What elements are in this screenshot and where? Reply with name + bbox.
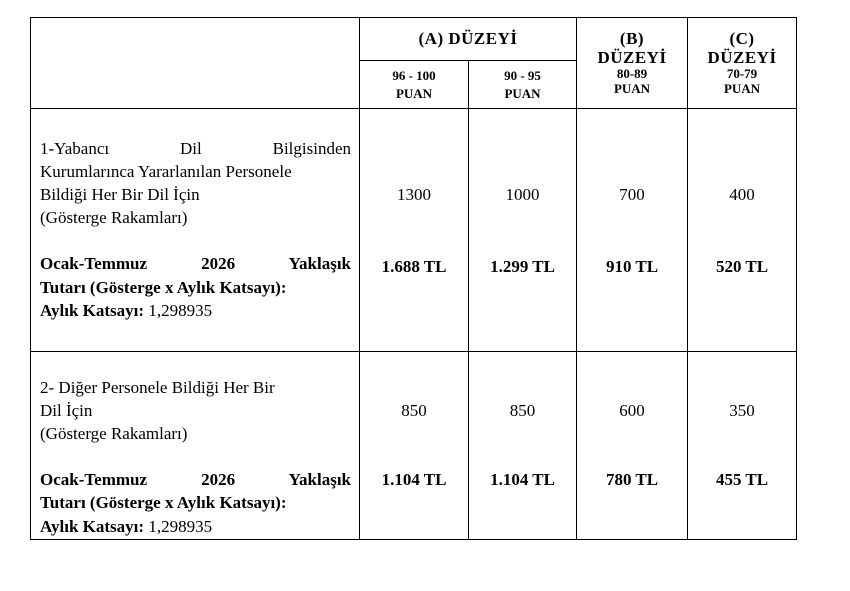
value-cell: [469, 109, 577, 352]
level-c-header: [688, 18, 797, 109]
level-c-range: 70-79: [726, 66, 758, 82]
level-a-sub1-header: [360, 61, 469, 109]
level-b-header: [577, 18, 688, 109]
value-cell: [688, 109, 797, 352]
coefficient-line: [40, 515, 351, 538]
indicator-value: 850: [509, 401, 536, 420]
coefficient-line: [40, 299, 351, 322]
value-cell: [577, 352, 688, 540]
value-cell: [360, 352, 469, 540]
value-cell: [577, 109, 688, 352]
amount-value: 780 TL: [605, 470, 659, 489]
row-description: [31, 109, 360, 352]
desc-line: Dil İçin: [40, 401, 93, 421]
indicator-value: 350: [729, 401, 755, 420]
desc-line: 2- Diğer Personele Bildiği Her Bir: [40, 378, 275, 397]
amount-label-line: Ocak-Temmuz 2026 Yaklaşık: [40, 470, 351, 490]
amount-label-line: Tutarı (Gösterge x Aylık Katsayı):: [40, 277, 287, 297]
value-cell: [688, 352, 797, 540]
coefficient-label: Aylık Katsayı:: [40, 516, 145, 536]
indicator-value: 400: [729, 185, 755, 204]
value-cell: [469, 352, 577, 540]
indicator-value: 700: [619, 185, 645, 204]
desc-line: Bildiği Her Bir Dil İçin: [40, 185, 200, 205]
level-b-code: (B): [619, 29, 645, 49]
amount-value: 520 TL: [715, 257, 769, 276]
amount-value: 455 TL: [715, 470, 769, 489]
amount-value: 1.104 TL: [381, 470, 447, 489]
level-b-unit: PUAN: [613, 80, 651, 96]
indicator-value: 600: [619, 401, 645, 420]
table-row: [31, 109, 797, 352]
desc-line: 1-Yabancı Dil Bilgisinden: [40, 139, 351, 158]
level-a-sub2-unit: PUAN: [504, 85, 541, 101]
coefficient-label: Aylık Katsayı:: [40, 300, 145, 320]
indicator-value: 1300: [397, 185, 431, 204]
indicator-value: 850: [401, 401, 427, 420]
level-c-title: DÜZEYİ: [707, 47, 777, 67]
level-a-sub2-range: 90 - 95: [504, 67, 541, 83]
coefficient-value: 1,298935: [144, 516, 213, 536]
level-b-range: 80-89: [616, 66, 648, 82]
coefficient-value: 1,298935: [144, 300, 213, 320]
level-a-sub1-unit: PUAN: [395, 85, 433, 101]
desc-line: (Gösterge Rakamları): [40, 208, 188, 228]
header-empty-cell: [31, 18, 360, 109]
allowance-table: [30, 17, 797, 540]
level-a-header: (A) DÜZEYİ: [360, 18, 577, 61]
amount-value: 1.688 TL: [381, 257, 447, 276]
amount-value: 1.104 TL: [490, 470, 555, 489]
desc-line: Kurumlarınca Yararlanılan Personele: [40, 162, 292, 182]
level-b-title: DÜZEYİ: [597, 47, 667, 67]
level-a-sub1-range: 96 - 100: [392, 67, 436, 83]
value-cell: [360, 109, 469, 352]
level-a-sub2-header: [469, 61, 577, 109]
level-c-unit: PUAN: [723, 80, 761, 96]
table-row: [31, 352, 797, 540]
desc-line: (Gösterge Rakamları): [40, 424, 188, 444]
indicator-value: 1000: [505, 185, 540, 204]
amount-label-line: Ocak-Temmuz 2026 Yaklaşık: [40, 254, 351, 274]
amount-label-line: Tutarı (Gösterge x Aylık Katsayı):: [40, 493, 287, 513]
level-c-code: (C): [729, 29, 755, 49]
row-description: [31, 352, 360, 540]
amount-value: 1.299 TL: [490, 257, 555, 276]
amount-value: 910 TL: [605, 257, 659, 276]
